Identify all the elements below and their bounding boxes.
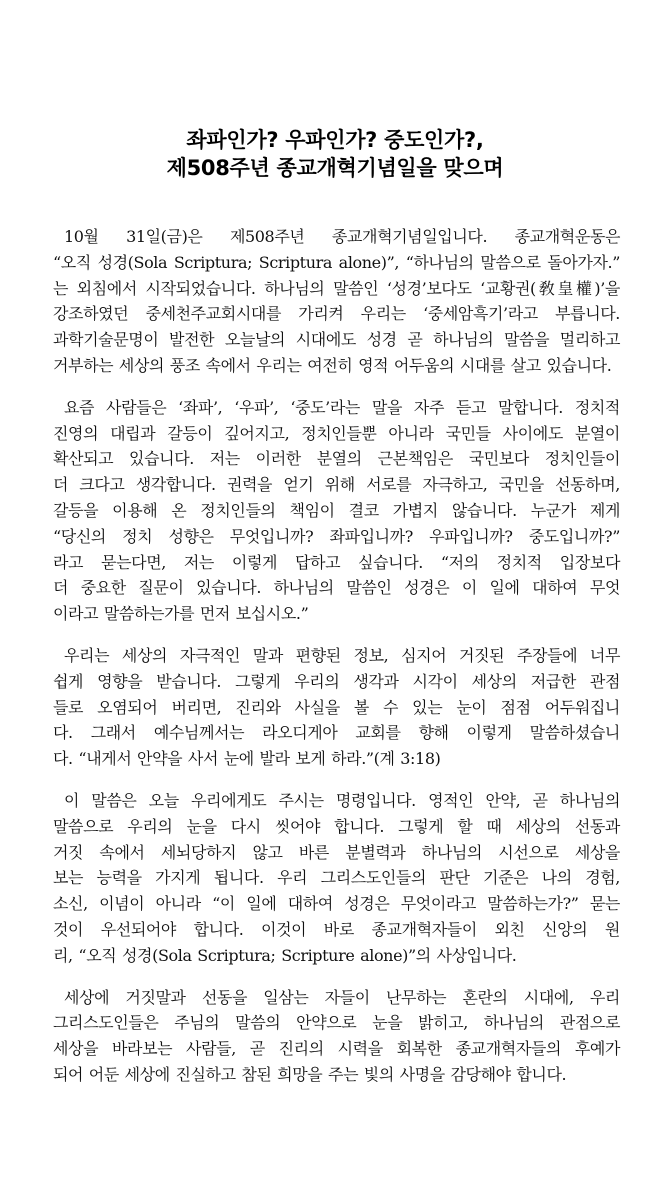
paragraph: [53, 224, 620, 379]
paragraph-line: 그리스도인들은 주님의 말씀의 안약으로 눈을 밝히고, 하나님의 관점으로: [53, 1013, 620, 1033]
paragraph-line: 진영의 대립과 갈등이 깊어지고, 정치인들뿐 아니라 국민들 사이에도 분열이: [53, 423, 620, 443]
paragraph-line: 되어 어둔 세상에 진실하고 참된 희망을 주는 빛의 사명을 감당해야 합니다.: [53, 1064, 567, 1084]
paragraph-line: 보는 능력을 가지게 됩니다. 우리 그리스도인들의 판단 기준은 나의 경험,: [53, 868, 620, 888]
document-body: [53, 224, 620, 1104]
paragraph-line: 다. 그래서 예수님께서는 라오디게아 교회를 향해 이렇게 말씀하셨습니: [53, 723, 620, 743]
paragraph-line: 는 외침에서 시작되었습니다. 하나님의 말씀인 ‘성경’보다도 ‘교황권(敎皇權)’을: [53, 278, 620, 298]
paragraph: [53, 395, 620, 627]
paragraph: [53, 985, 620, 1088]
paragraph-line: 강조하였던 중세천주교회시대를 가리켜 우리는 ‘중세암흑기’라고 부릅니다.: [53, 304, 620, 324]
paragraph-line: 확산되고 있습니다. 저는 이러한 분열의 근본책임은 국민보다 정치인들이: [53, 449, 620, 469]
paragraph-line: 거짓 속에서 세뇌당하지 않고 바른 분별력과 하나님의 시선으로 세상을: [53, 842, 620, 862]
paragraph-line: 이 말씀은 오늘 우리에게도 주시는 명령입니다. 영적인 안약, 곧 하나님의: [64, 790, 620, 810]
paragraph-line: 더 중요한 질문이 있습니다. 하나님의 말씀인 성경은 이 일에 대하여 무엇: [53, 578, 620, 598]
paragraph-line: 쉽게 영향을 받습니다. 그렇게 우리의 생각과 시각이 세상의 저급한 관점: [53, 671, 620, 691]
paragraph-line: 말씀으로 우리의 눈을 다시 씻어야 합니다. 그렇게 할 때 세상의 선동과: [53, 816, 620, 836]
paragraph-line: 것이 우선되어야 합니다. 이것이 바로 종교개혁자들이 외친 신앙의 원: [53, 919, 620, 939]
paragraph-line: 우리는 세상의 자극적인 말과 편향된 정보, 심지어 거짓된 주장들에 너무: [64, 645, 620, 665]
paragraph-line: 다. “내게서 안약을 사서 눈에 발라 보게 하라.”(계 3:18): [53, 749, 441, 769]
paragraph-line: 요즘 사람들은 ‘좌파’, ‘우파’, ‘중도’라는 말을 자주 듣고 말합니다. 정치적: [64, 397, 620, 417]
paragraph-line: “당신의 정치 성향은 무엇입니까? 좌파입니까? 우파입니까? 중도입니까?”: [53, 526, 620, 546]
paragraph-line: 들로 오염되어 버리면, 진리와 사실을 볼 수 있는 눈이 점점 어두워집니: [53, 697, 620, 717]
title-line-2: 제508주년 종교개혁기념일을 맞으며: [166, 156, 504, 180]
paragraph-line: 10월 31일(금)은 제508주년 종교개혁기념일입니다. 종교개혁운동은: [64, 227, 620, 246]
paragraph: [53, 643, 620, 772]
paragraph-line: “오직 성경(Sola Scriptura; Scriptura alone)”, “하나님의 말씀으로 돌아가자.”: [53, 252, 620, 272]
paragraph-line: 소신, 이념이 아니라 “이 일에 대하여 성경은 무엇이라고 말씀하는가?” 묻는: [53, 894, 620, 914]
paragraph-line: 세상에 거짓말과 선동을 일삼는 자들이 난무하는 혼란의 시대에, 우리: [64, 987, 620, 1007]
paragraph-line: 라고 묻는다면, 저는 이렇게 답하고 싶습니다. “저의 정치적 입장보다: [53, 552, 620, 572]
paragraph-line: 리, “오직 성경(Sola Scriptura; Scripture alone)”의 사상입니다.: [53, 945, 517, 965]
paragraph-line: 갈등을 이용해 온 정치인들의 책임이 결코 가볍지 않습니다. 누군가 제게: [53, 500, 620, 520]
paragraph: [53, 788, 620, 969]
paragraph-line: 세상을 바라보는 사람들, 곧 진리의 시력을 회복한 종교개혁자들의 후예가: [53, 1039, 620, 1059]
paragraph-line: 이라고 말씀하는가를 먼저 보십시오.”: [53, 604, 309, 624]
paragraph-line: 더 크다고 생각합니다. 권력을 얻기 위해 서로를 자극하고, 국민을 선동하며,: [53, 475, 620, 495]
paragraph-line: 과학기술문명이 발전한 오늘날의 시대에도 성경 곧 하나님의 말씀을 멀리하고: [53, 330, 620, 350]
paragraph-line: 거부하는 세상의 풍조 속에서 우리는 여전히 영적 어두움의 시대를 살고 있습니다.: [53, 355, 612, 375]
title-line-1: 좌파인가? 우파인가? 중도인가?,: [186, 128, 484, 152]
document-title: [0, 126, 670, 182]
